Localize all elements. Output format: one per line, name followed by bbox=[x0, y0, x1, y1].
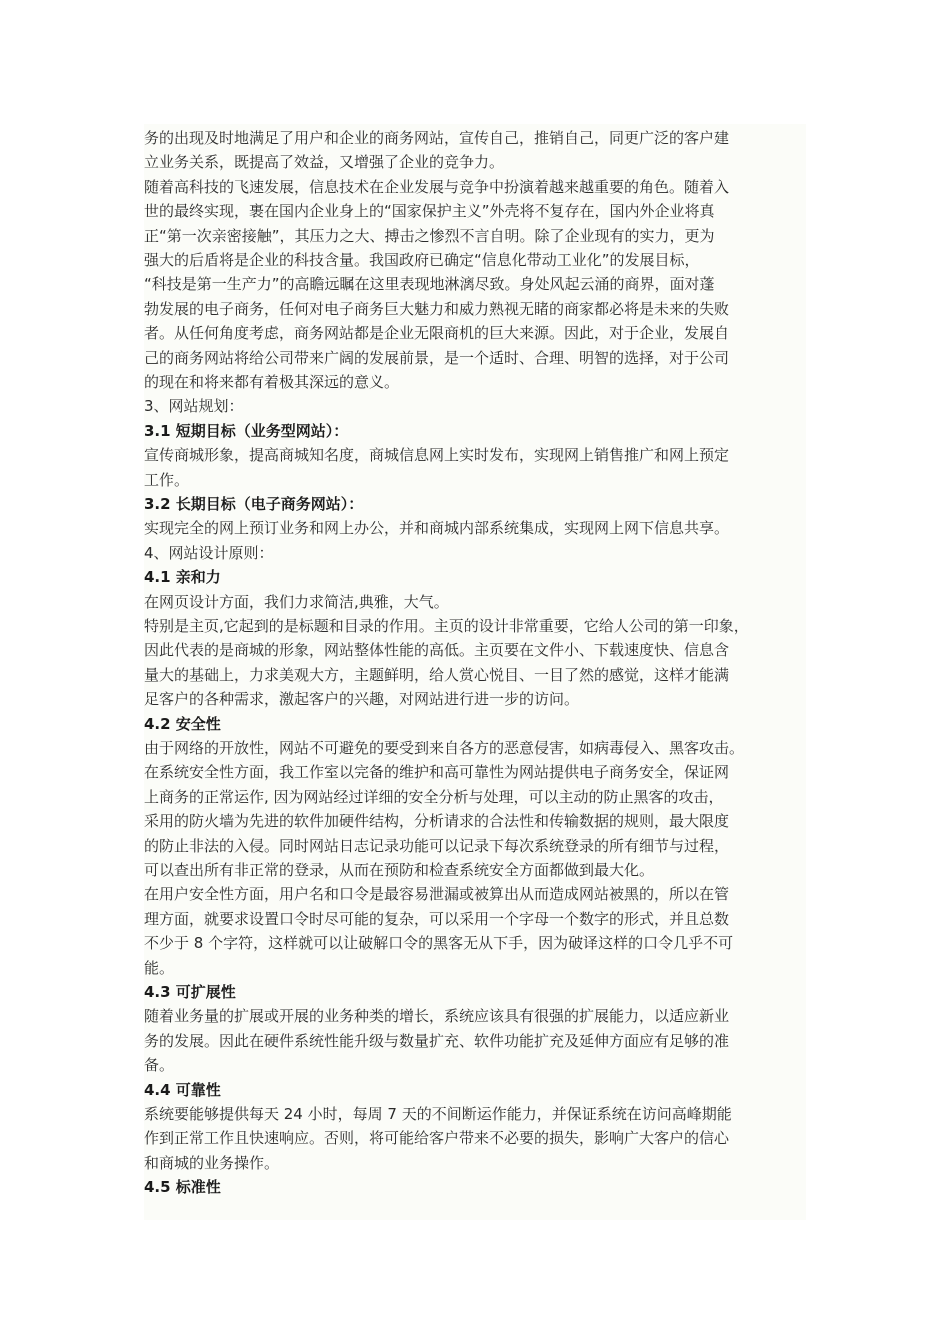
paragraph-line: 作到正常工作且快速响应。否则，将可能给客户带来不必要的损失，影响广大客户的信心 bbox=[144, 1129, 730, 1148]
paragraph-line: 和商城的业务操作。 bbox=[144, 1153, 280, 1172]
paragraph-line: 特别是主页,它起到的是标题和目录的作用。主页的设计非常重要，它给人公司的第一印象， bbox=[144, 617, 749, 635]
section-heading: 4.1 亲和力 bbox=[144, 568, 221, 587]
paragraph-line: 在用户安全性方面，用户名和口令是最容易泄漏或被算出从而造成网站被黑的，所以在管 bbox=[144, 885, 730, 904]
paragraph-line: 在系统安全性方面，我工作室以完备的维护和高可靠性为网站提供电子商务安全，保证网 bbox=[144, 763, 730, 782]
paragraph-line: 立业务关系，既提高了效益，又增强了企业的竞争力。 bbox=[144, 153, 505, 172]
paragraph-line: 工作。 bbox=[144, 470, 190, 489]
section-heading: 4.3 可扩展性 bbox=[144, 983, 236, 1001]
paragraph-line: 备。 bbox=[144, 1056, 175, 1075]
document-body bbox=[144, 124, 806, 1220]
paragraph-line: 务的出现及时地满足了用户和企业的商务网站，宣传自己，推销自己，同更广泛的客户建 bbox=[144, 129, 730, 147]
paragraph-line: 的现在和将来都有着极其深远的意义。 bbox=[144, 373, 400, 391]
paragraph-line: 的防止非法的入侵。同时网站日志记录功能可以记录下每次系统登录的所有细节与过程， bbox=[144, 836, 730, 855]
paragraph-line: 宣传商城形象，提高商城知名度，商城信息网上实时发布，实现网上销售推广和网上预定 bbox=[144, 446, 730, 465]
paragraph-line: “科技是第一生产力”的高瞻远瞩在这里表现地淋漓尽致。身处风起云涌的商界，面对蓬 bbox=[144, 275, 715, 294]
section-heading: 4.5 标准性 bbox=[144, 1178, 221, 1197]
paragraph-line: 实现完全的网上预订业务和网上办公，并和商城内部系统集成，实现网上网下信息共享。 bbox=[144, 519, 730, 538]
paragraph-line: 正“第一次亲密接触”，其压力之大、搏击之惨烈不言自明。除了企业现有的实力，更为 bbox=[144, 226, 715, 245]
paragraph-line: 上商务的正常运作, 因为网站经过详细的安全分析与处理，可以主动的防止黑客的攻击， bbox=[144, 787, 724, 806]
paragraph-line: 务的发展。因此在硬件系统性能升级与数量扩充、软件功能扩充及延伸方面应有足够的准 bbox=[144, 1031, 730, 1050]
section-heading: 4.4 可靠性 bbox=[144, 1080, 221, 1099]
paragraph-line: 者。从任何角度考虑，商务网站都是企业无限商机的巨大来源。因此，对于企业，发展自 bbox=[144, 324, 730, 343]
paragraph-line: 强大的后盾将是企业的科技含量。我国政府已确定“信息化带动工业化”的发展目标， bbox=[144, 251, 700, 269]
paragraph-line: 勃发展的电子商务，任何对电子商务巨大魅力和威力熟视无睹的商家都必将是未来的失败 bbox=[144, 299, 730, 318]
paragraph-line: 己的商务网站将给公司带来广阔的发展前景，是一个适时、合理、明智的选择，对于公司 bbox=[144, 348, 730, 367]
paragraph-line: 由于网络的开放性，网站不可避免的要受到来自各方的恶意侵害，如病毒侵入、黑客攻击。 bbox=[144, 739, 745, 757]
paragraph-line: 足客户的各种需求，激起客户的兴趣，对网站进行进一步的访问。 bbox=[144, 690, 580, 709]
paragraph-line: 3、网站规划： bbox=[144, 397, 244, 416]
paragraph-line: 在网页设计方面，我们力求简洁,典雅，大气。 bbox=[144, 592, 449, 611]
paragraph-line: 可以查出所有非正常的登录，从而在预防和检查系统安全方面都做到最大化。 bbox=[144, 861, 655, 879]
paragraph-line: 随着高科技的飞速发展，信息技术在企业发展与竞争中扮演着越来越重要的角色。随着入 bbox=[144, 177, 730, 196]
paragraph-line: 理方面，就要求设置口令时尽可能的复杂，可以采用一个字母一个数字的形式，并且总数 bbox=[144, 909, 730, 928]
paragraph-line: 4、网站设计原则： bbox=[144, 543, 274, 562]
paragraph-line: 采用的防火墙为先进的软件加硬件结构，分析请求的合法性和传输数据的规则，最大限度 bbox=[144, 812, 730, 831]
paragraph-line: 量大的基础上，力求美观大方，主题鲜明，给人赏心悦目、一目了然的感觉，这样才能满 bbox=[144, 665, 730, 684]
section-heading: 4.2 安全性 bbox=[144, 714, 221, 733]
paragraph-line: 能。 bbox=[144, 958, 175, 977]
section-heading: 3.1 短期目标（业务型网站）： bbox=[144, 421, 349, 440]
paragraph-line: 系统要能够提供每天 24 小时，每周 7 天的不间断运作能力，并保证系统在访问高峰期能 bbox=[144, 1105, 732, 1123]
paragraph-line: 不少于 8 个字符，这样就可以让破解口令的黑客无从下手，因为破译这样的口令几乎不可 bbox=[144, 934, 734, 953]
section-heading: 3.2 长期目标（电子商务网站）： bbox=[144, 495, 364, 513]
paragraph-line: 因此代表的是商城的形象，网站整体性能的高低。主页要在文件小、下载速度快、信息含 bbox=[144, 641, 730, 660]
paragraph-line: 世的最终实现，裹在国内企业身上的“国家保护主义”外壳将不复存在，国内外企业将真 bbox=[144, 202, 715, 221]
paragraph-line: 随着业务量的扩展或开展的业务种类的增长，系统应该具有很强的扩展能力，以适应新业 bbox=[144, 1007, 730, 1026]
